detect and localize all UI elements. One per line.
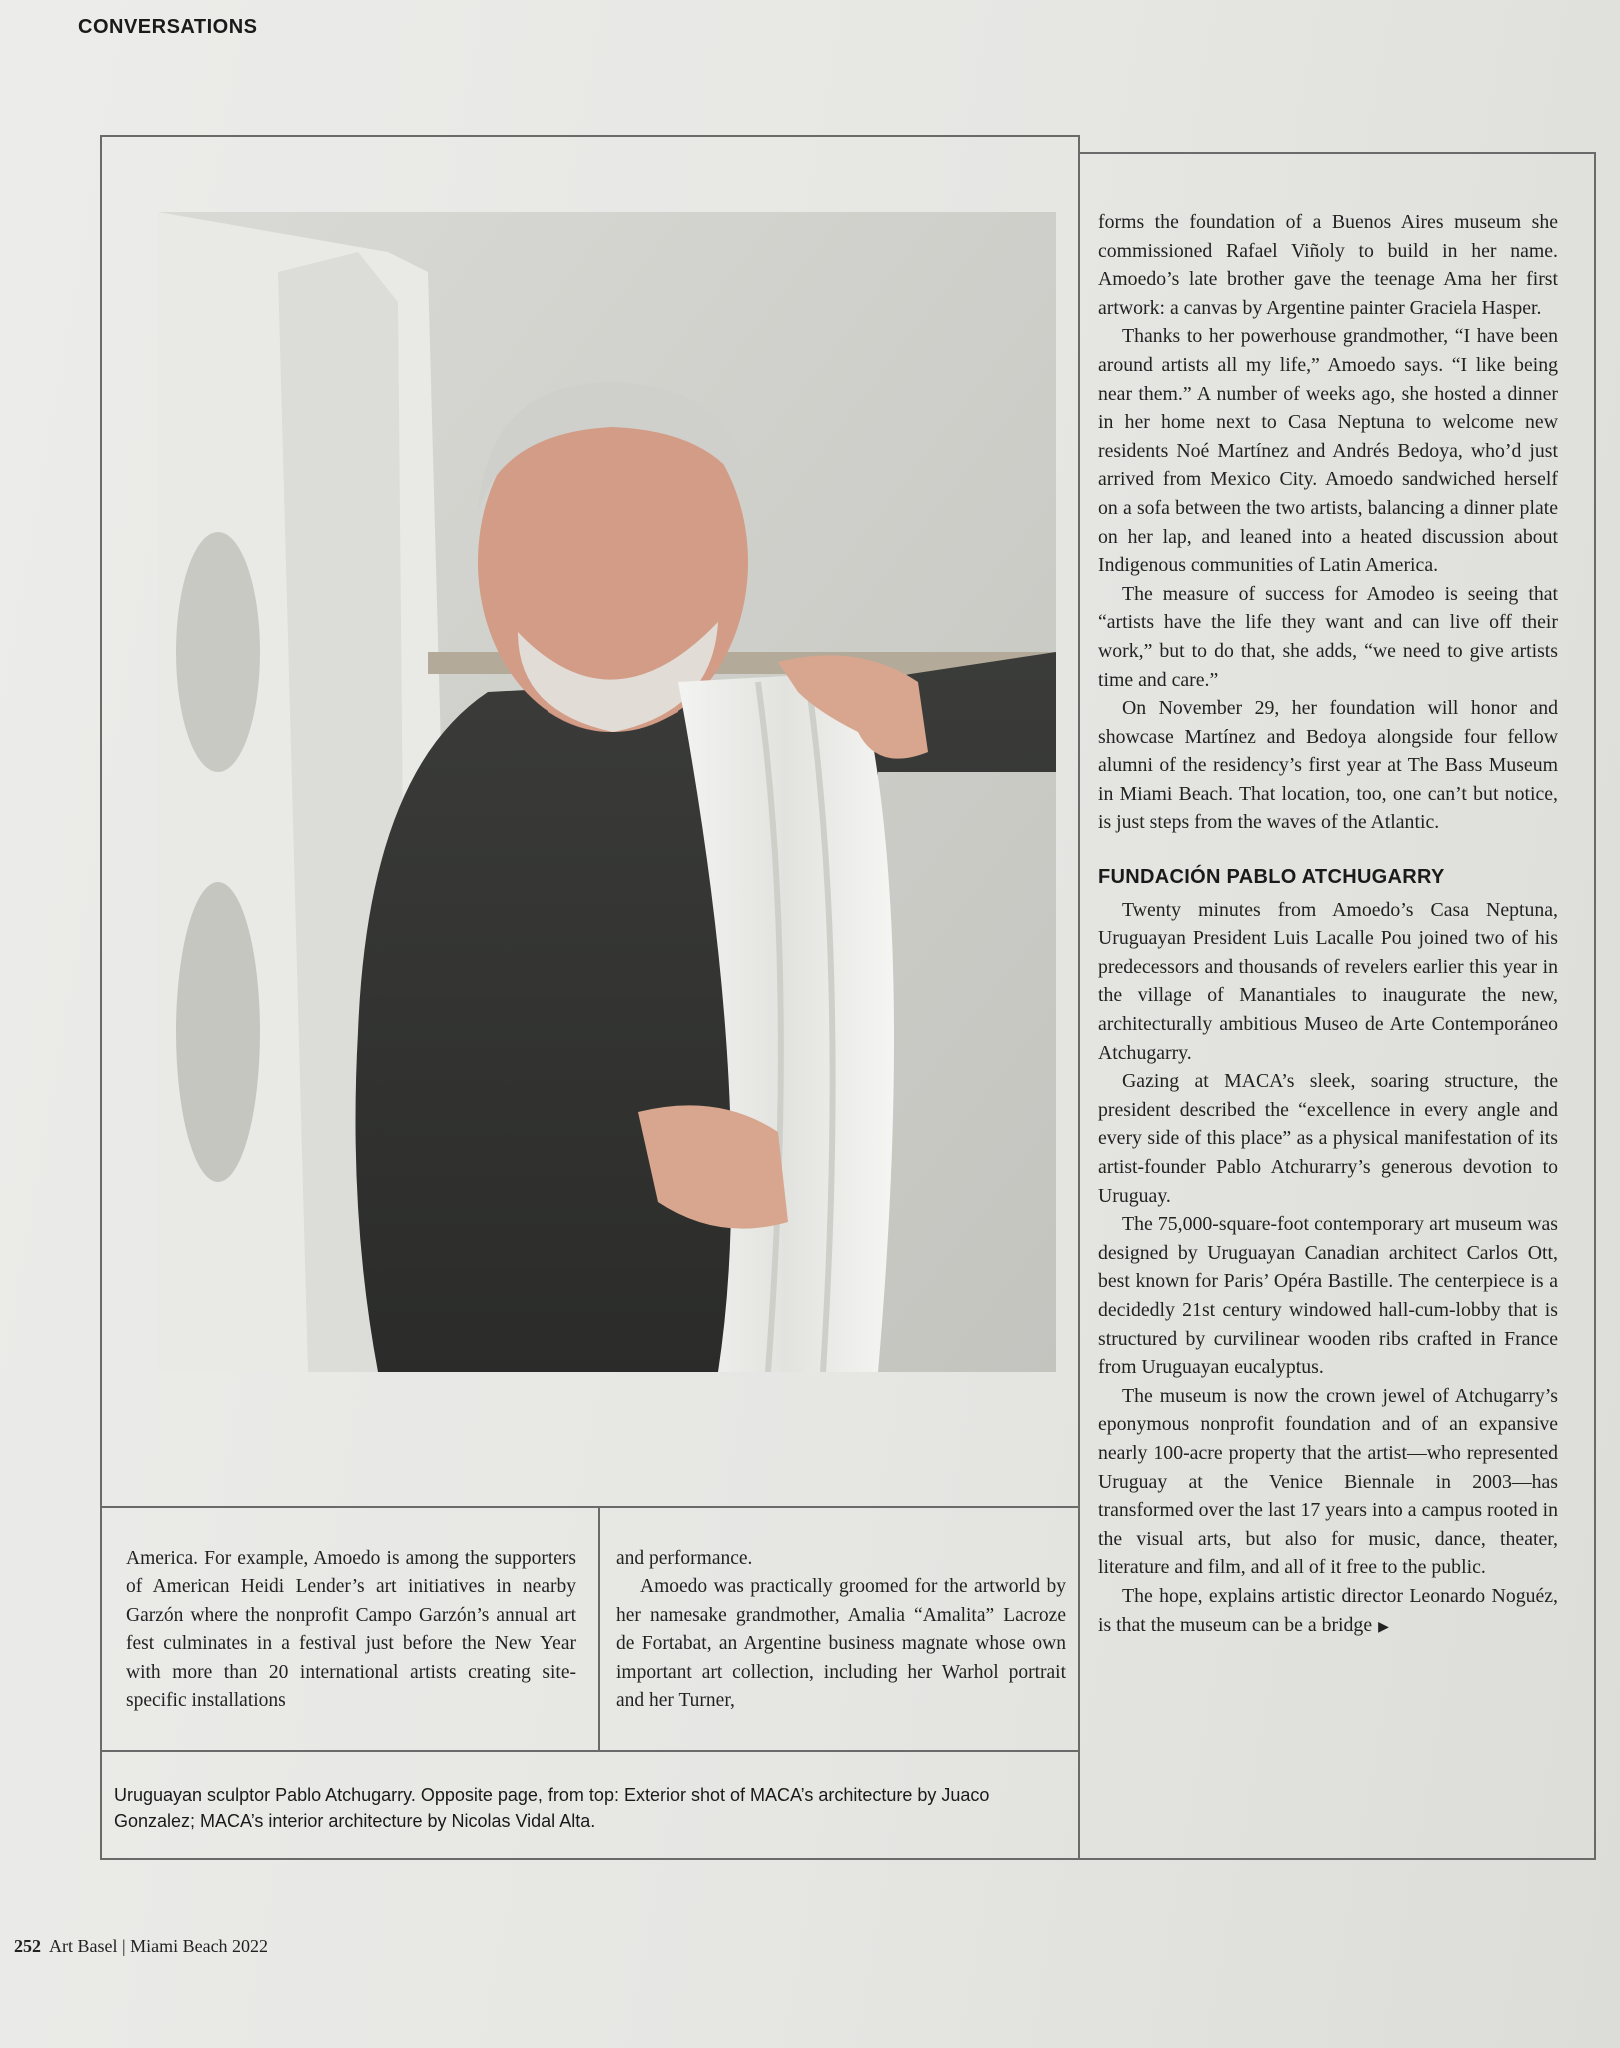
caption-rule — [100, 1750, 1080, 1752]
paragraph-text: The hope, explains artistic director Leonardo Noguéz, is that the museum can be a bridge — [1098, 1584, 1558, 1636]
article-column-2 — [616, 1545, 1066, 1715]
portrait-photo — [158, 212, 1056, 1372]
section-label: CONVERSATIONS — [78, 16, 258, 38]
paragraph: Thanks to her powerhouse grandmother, “I have been around artists all my life,” Amoedo says. “I like being near them.” A number of weeks ago, she hosted a dinner in her home next to Casa Neptuna to welcome new residents Noé Martínez and Andrés Bedoya, who’d just arrived from Mexico City. Amoedo sandwiched herself on a sofa between the two artists, balancing a dinner plate on her lap, and leaned into a heated discussion about Indigenous communities of Latin America. — [1098, 325, 1558, 577]
continue-arrow-icon: ▶ — [1378, 1619, 1389, 1635]
paragraph: On November 29, her foundation will honor and showcase Martínez and Bedoya alongside four fellow alumni of the residency’s first year at The Bass Museum in Miami Beach. That location, too, one can’t but notice, is just steps from the waves of the Atlantic. — [1098, 697, 1558, 834]
paragraph: forms the foundation of a Buenos Aires museum she commissioned Rafael Viñoly to build in her name. Amoedo’s late brother gave the teenage Ama her first artwork: a canvas by Argentine painter Graciela Hasper. — [1098, 211, 1558, 319]
page-number: 252 — [14, 1936, 41, 1956]
publication-name: Art Basel | Miami Beach 2022 — [49, 1936, 269, 1956]
column-rule-horizontal — [100, 1506, 1080, 1508]
paragraph: and performance. — [616, 1548, 753, 1569]
article-column-1 — [126, 1545, 576, 1715]
paragraph: Gazing at MACA’s sleek, soaring structure, the president described the “excellence in every angle and every side of this place” as a physical manifestation of its artist-founder Pablo Atchurarry’s generous devotion to Uruguay. — [1098, 1070, 1558, 1207]
article-column-3 — [1098, 208, 1558, 1642]
paragraph: The museum is now the crown jewel of Atchugarry’s eponymous nonprofit foundation and of an expansive nearly 100-acre property that the artist—who represented Uruguay at the Venice Biennale in 2003—has transformed over the last 17 years into a campus rooted in the visual arts, but also for music, dance, theater, literature and film, and all of it free to the public. — [1098, 1384, 1558, 1579]
column-rule-vertical — [598, 1506, 600, 1751]
portrait-illustration — [158, 212, 1056, 1372]
paragraph: The measure of success for Amodeo is seeing that “artists have the life they want and can live off their work,” but to do that, she adds, “we need to give artists time and care.” — [1098, 582, 1558, 691]
paragraph: The 75,000-square-foot contemporary art museum was designed by Uruguayan Canadian architect Carlos Ott, best known for Paris’ Opéra Bastille. The centerpiece is a decidedly 21st century windowed hall-cum-lobby that is structured by curvilinear wooden ribs crafted in France from Uruguayan eucalyptus. — [1098, 1213, 1558, 1379]
paragraph: Amoedo was practically groomed for the artworld by her namesake grandmother, Amalia “Amalita” Lacroze de Fortabat, an Argentine business magnate whose own important art collection, including her Warhol portrait and her Turner, — [616, 1576, 1066, 1712]
section-subheading: FUNDACIÓN PABLO ATCHUGARRY — [1098, 866, 1445, 889]
paragraph: America. For example, Amoedo is among the supporters of American Heidi Lender’s art initiatives in nearby Garzón where the nonprofit Campo Garzón’s annual art fest culminates in a festival just before the New Year with more than 20 international artists creating site-specific installations — [126, 1548, 576, 1712]
paragraph-last — [1098, 1582, 1558, 1642]
paragraph: Twenty minutes from Amoedo’s Casa Neptuna, Uruguayan President Luis Lacalle Pou joined two of his predecessors and thousands of revelers earlier this year in the village of Manantiales to inaugurate the new, architecturally ambitious Museo de Arte Contemporáneo Atchugarry. — [1098, 898, 1558, 1064]
folio — [14, 1936, 268, 1957]
photo-caption: Uruguayan sculptor Pablo Atchugarry. Opposite page, from top: Exterior shot of MACA’s architecture by Juaco Gonzalez; MACA’s interior architecture by Nicolas Vidal Alta. — [114, 1785, 990, 1831]
